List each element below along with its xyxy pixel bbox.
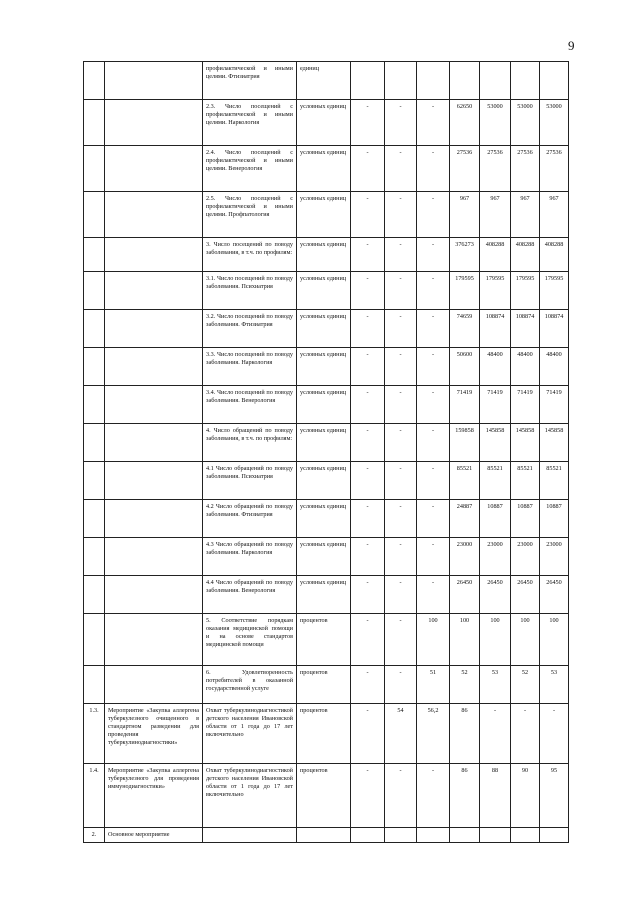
indicator-cell: 2.4. Число посещений с профилактической и иными целями. Венерология: [203, 146, 297, 192]
value-cell: -: [385, 386, 417, 424]
value-cell: 53000: [511, 100, 540, 146]
event-cell: [105, 62, 203, 100]
row-number-cell: 2.: [84, 828, 105, 843]
unit-cell: условных единиц: [297, 238, 351, 272]
value-cell: 108874: [480, 310, 511, 348]
value-cell: -: [351, 238, 385, 272]
value-cell: 85521: [480, 462, 511, 500]
indicator-cell: 5. Соответствие порядкам оказания медицинской помощи и на основе стандартов медицинской помощи: [203, 614, 297, 666]
table-row: [84, 424, 569, 462]
unit-cell: процентов: [297, 614, 351, 666]
value-cell: 27536: [450, 146, 480, 192]
unit-cell: условных единиц: [297, 310, 351, 348]
table-row: [84, 614, 569, 666]
indicator-cell: 2.3. Число посещений с профилактической и иными целями. Наркология: [203, 100, 297, 146]
value-cell: -: [351, 704, 385, 764]
event-cell: [105, 462, 203, 500]
value-cell: 145858: [480, 424, 511, 462]
value-cell: 88: [480, 764, 511, 828]
value-cell: 967: [511, 192, 540, 238]
event-cell: [105, 238, 203, 272]
value-cell: [480, 62, 511, 100]
indicator-cell: 2.5. Число посещений с профилактической и иными целями. Профпатология: [203, 192, 297, 238]
table-row: [84, 538, 569, 576]
value-cell: 95: [540, 764, 569, 828]
value-cell: 53000: [480, 100, 511, 146]
value-cell: 74659: [450, 310, 480, 348]
indicator-cell: [203, 828, 297, 843]
value-cell: -: [417, 386, 450, 424]
indicator-cell: 4.4 Число обращений по поводу заболевания. Венерология: [203, 576, 297, 614]
value-cell: [511, 828, 540, 843]
value-cell: -: [385, 146, 417, 192]
value-cell: 23000: [511, 538, 540, 576]
value-cell: [417, 62, 450, 100]
program-indicators-table: [83, 61, 569, 843]
table-row: [84, 192, 569, 238]
value-cell: 51: [417, 666, 450, 704]
unit-cell: процентов: [297, 764, 351, 828]
value-cell: 179595: [540, 272, 569, 310]
value-cell: -: [351, 500, 385, 538]
value-cell: 90: [511, 764, 540, 828]
value-cell: -: [351, 348, 385, 386]
value-cell: -: [417, 100, 450, 146]
value-cell: 100: [450, 614, 480, 666]
value-cell: -: [351, 666, 385, 704]
unit-cell: условных единиц: [297, 348, 351, 386]
value-cell: 27536: [480, 146, 511, 192]
table-row: [84, 386, 569, 424]
table-row: [84, 462, 569, 500]
indicator-cell: 3.1. Число посещений по поводу заболевания. Психиатрия: [203, 272, 297, 310]
value-cell: [511, 62, 540, 100]
value-cell: 54: [385, 704, 417, 764]
value-cell: -: [540, 704, 569, 764]
value-cell: 10887: [511, 500, 540, 538]
unit-cell: единиц: [297, 62, 351, 100]
event-cell: [105, 538, 203, 576]
unit-cell: условных единиц: [297, 500, 351, 538]
value-cell: [385, 828, 417, 843]
table-row: [84, 764, 569, 828]
event-cell: [105, 272, 203, 310]
value-cell: 108874: [511, 310, 540, 348]
indicator-cell: 3.4. Число посещений по поводу заболевания. Венерология: [203, 386, 297, 424]
row-number-cell: [84, 192, 105, 238]
row-number-cell: [84, 62, 105, 100]
table-row: [84, 576, 569, 614]
value-cell: 86: [450, 704, 480, 764]
row-number-cell: [84, 614, 105, 666]
event-cell: [105, 576, 203, 614]
value-cell: 967: [540, 192, 569, 238]
value-cell: -: [385, 666, 417, 704]
unit-cell: условных единиц: [297, 424, 351, 462]
value-cell: -: [351, 462, 385, 500]
row-number-cell: [84, 424, 105, 462]
value-cell: 56,2: [417, 704, 450, 764]
table-row: [84, 62, 569, 100]
indicator-cell: 6. Удовлетворенность потребителей в оказанной государственной услуге: [203, 666, 297, 704]
value-cell: 26450: [480, 576, 511, 614]
value-cell: -: [417, 500, 450, 538]
value-cell: -: [417, 462, 450, 500]
value-cell: 71419: [480, 386, 511, 424]
value-cell: -: [351, 576, 385, 614]
indicator-cell: Охват туберкулинодиагностикой детского населения Ивановской области от 1 года до 17 лет включительно: [203, 704, 297, 764]
value-cell: -: [351, 100, 385, 146]
unit-cell: условных единиц: [297, 272, 351, 310]
value-cell: 53000: [540, 100, 569, 146]
value-cell: 100: [540, 614, 569, 666]
table-row: [84, 146, 569, 192]
value-cell: 408288: [511, 238, 540, 272]
value-cell: 48400: [540, 348, 569, 386]
value-cell: 50600: [450, 348, 480, 386]
table-row: [84, 238, 569, 272]
value-cell: -: [351, 424, 385, 462]
event-cell: [105, 666, 203, 704]
value-cell: -: [351, 614, 385, 666]
value-cell: -: [511, 704, 540, 764]
unit-cell: условных единиц: [297, 576, 351, 614]
row-number-cell: [84, 146, 105, 192]
value-cell: 408288: [540, 238, 569, 272]
value-cell: 86: [450, 764, 480, 828]
row-number-cell: [84, 538, 105, 576]
value-cell: -: [385, 192, 417, 238]
value-cell: -: [417, 310, 450, 348]
value-cell: 53: [480, 666, 511, 704]
indicator-cell: 4.3 Число обращений по поводу заболевания. Наркология: [203, 538, 297, 576]
row-number-cell: [84, 666, 105, 704]
row-number-cell: [84, 462, 105, 500]
event-cell: [105, 614, 203, 666]
value-cell: 145858: [540, 424, 569, 462]
table-row: [84, 666, 569, 704]
value-cell: 179595: [511, 272, 540, 310]
value-cell: 376273: [450, 238, 480, 272]
row-number-cell: 1.4.: [84, 764, 105, 828]
unit-cell: процентов: [297, 704, 351, 764]
value-cell: 100: [417, 614, 450, 666]
value-cell: -: [351, 764, 385, 828]
event-cell: [105, 192, 203, 238]
value-cell: -: [417, 238, 450, 272]
value-cell: 159858: [450, 424, 480, 462]
table-row: [84, 310, 569, 348]
value-cell: -: [385, 614, 417, 666]
value-cell: [450, 62, 480, 100]
value-cell: 53: [540, 666, 569, 704]
value-cell: -: [385, 424, 417, 462]
value-cell: 179595: [480, 272, 511, 310]
table-row: [84, 272, 569, 310]
value-cell: 62650: [450, 100, 480, 146]
value-cell: -: [480, 704, 511, 764]
indicator-cell: профилактической и иными целями. Фтизиатрия: [203, 62, 297, 100]
value-cell: 85521: [511, 462, 540, 500]
value-cell: [540, 828, 569, 843]
value-cell: -: [417, 764, 450, 828]
value-cell: -: [417, 538, 450, 576]
indicator-cell: 3.2. Число посещений по поводу заболевания. Фтизиатрия: [203, 310, 297, 348]
row-number-cell: [84, 500, 105, 538]
row-number-cell: [84, 238, 105, 272]
value-cell: -: [351, 192, 385, 238]
event-cell: [105, 146, 203, 192]
page-number: 9: [568, 38, 575, 53]
value-cell: 967: [480, 192, 511, 238]
value-cell: 23000: [540, 538, 569, 576]
value-cell: 52: [450, 666, 480, 704]
value-cell: -: [351, 146, 385, 192]
value-cell: -: [385, 500, 417, 538]
value-cell: -: [385, 462, 417, 500]
value-cell: 26450: [511, 576, 540, 614]
value-cell: 26450: [540, 576, 569, 614]
value-cell: 48400: [511, 348, 540, 386]
row-number-cell: [84, 386, 105, 424]
value-cell: 23000: [450, 538, 480, 576]
value-cell: 85521: [540, 462, 569, 500]
event-cell: Мероприятие «Закупка аллергена туберкулезного очищенного в стандартном разведении для проведения туберкулинодиагностики»: [105, 704, 203, 764]
unit-cell: условных единиц: [297, 146, 351, 192]
value-cell: [351, 828, 385, 843]
value-cell: -: [351, 272, 385, 310]
value-cell: 27536: [540, 146, 569, 192]
table-row: [84, 828, 569, 843]
value-cell: [417, 828, 450, 843]
value-cell: -: [417, 576, 450, 614]
indicator-cell: 3. Число посещений по поводу заболевания, в т.ч. по профилям:: [203, 238, 297, 272]
value-cell: [480, 828, 511, 843]
value-cell: -: [351, 538, 385, 576]
table-row: [84, 500, 569, 538]
value-cell: -: [385, 100, 417, 146]
value-cell: [450, 828, 480, 843]
event-cell: [105, 386, 203, 424]
value-cell: [351, 62, 385, 100]
value-cell: -: [417, 272, 450, 310]
value-cell: 108874: [540, 310, 569, 348]
value-cell: -: [385, 310, 417, 348]
value-cell: 71419: [540, 386, 569, 424]
value-cell: 967: [450, 192, 480, 238]
event-cell: [105, 348, 203, 386]
unit-cell: условных единиц: [297, 386, 351, 424]
value-cell: -: [417, 424, 450, 462]
value-cell: -: [385, 764, 417, 828]
value-cell: 100: [480, 614, 511, 666]
value-cell: 408288: [480, 238, 511, 272]
value-cell: 27536: [511, 146, 540, 192]
value-cell: 48400: [480, 348, 511, 386]
value-cell: -: [385, 272, 417, 310]
indicator-cell: 4.1 Число обращений по поводу заболевания. Психиатрия: [203, 462, 297, 500]
value-cell: -: [351, 386, 385, 424]
value-cell: [385, 62, 417, 100]
value-cell: 179595: [450, 272, 480, 310]
event-cell: Основное мероприятие: [105, 828, 203, 843]
value-cell: 71419: [450, 386, 480, 424]
indicator-cell: 4.2 Число обращений по поводу заболевания. Фтизиатрия: [203, 500, 297, 538]
table-row: [84, 348, 569, 386]
unit-cell: условных единиц: [297, 100, 351, 146]
value-cell: 23000: [480, 538, 511, 576]
value-cell: 100: [511, 614, 540, 666]
value-cell: -: [417, 348, 450, 386]
event-cell: [105, 424, 203, 462]
value-cell: -: [417, 146, 450, 192]
unit-cell: условных единиц: [297, 462, 351, 500]
value-cell: 52: [511, 666, 540, 704]
row-number-cell: [84, 272, 105, 310]
event-cell: [105, 310, 203, 348]
event-cell: Мероприятие «Закупка аллергена туберкулезного для проведения иммунодиагностики»: [105, 764, 203, 828]
unit-cell: условных единиц: [297, 192, 351, 238]
value-cell: 24887: [450, 500, 480, 538]
value-cell: 26450: [450, 576, 480, 614]
indicator-cell: Охват туберкулинодиагностикой детского населения Ивановской области от 1 года до 17 лет включительно: [203, 764, 297, 828]
value-cell: 10887: [540, 500, 569, 538]
row-number-cell: [84, 348, 105, 386]
value-cell: -: [351, 310, 385, 348]
table-row: [84, 704, 569, 764]
unit-cell: условных единиц: [297, 538, 351, 576]
value-cell: -: [385, 576, 417, 614]
unit-cell: процентов: [297, 666, 351, 704]
row-number-cell: [84, 576, 105, 614]
value-cell: 71419: [511, 386, 540, 424]
indicator-cell: 4. Число обращений по поводу заболевания, в т.ч. по профилям:: [203, 424, 297, 462]
row-number-cell: [84, 100, 105, 146]
value-cell: [540, 62, 569, 100]
unit-cell: [297, 828, 351, 843]
value-cell: 85521: [450, 462, 480, 500]
event-cell: [105, 100, 203, 146]
indicator-cell: 3.3. Число посещений по поводу заболевания. Наркология: [203, 348, 297, 386]
value-cell: -: [417, 192, 450, 238]
value-cell: -: [385, 348, 417, 386]
row-number-cell: 1.3.: [84, 704, 105, 764]
event-cell: [105, 500, 203, 538]
table-row: [84, 100, 569, 146]
value-cell: -: [385, 238, 417, 272]
value-cell: 145858: [511, 424, 540, 462]
row-number-cell: [84, 310, 105, 348]
value-cell: -: [385, 538, 417, 576]
value-cell: 10887: [480, 500, 511, 538]
